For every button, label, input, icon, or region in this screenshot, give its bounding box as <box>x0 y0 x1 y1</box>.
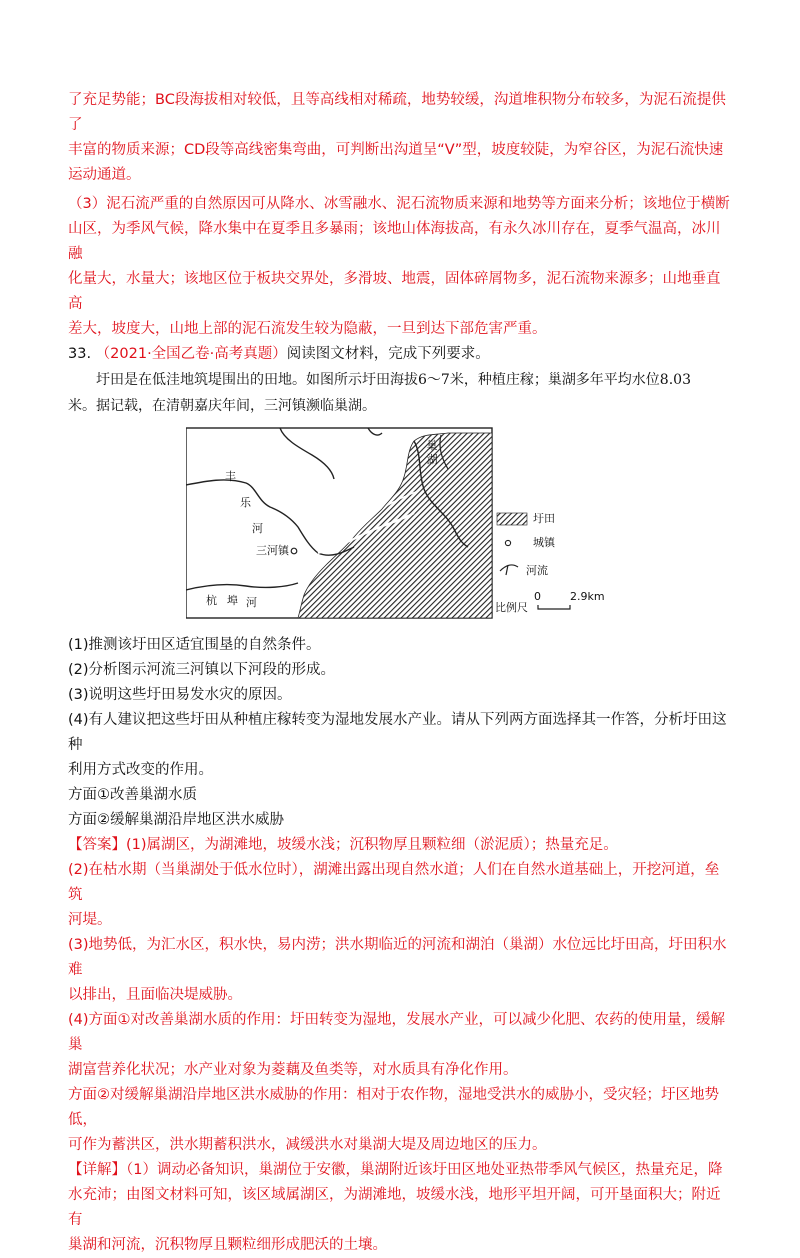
question-source: （2021·全国乙卷·高考真题） <box>95 346 287 362</box>
question-instruction: 阅读图文材料，完成下列要求。 <box>286 346 490 362</box>
answer-2: (2)在枯水期（当巢湖处于低水位时），湖滩出露出现自然水道；人们在自然水道基础上，开挖河道，垒筑 <box>68 862 720 903</box>
question-33-header <box>68 342 732 367</box>
river-label-he2: 河 <box>246 596 257 609</box>
legend-town-swatch <box>505 540 510 545</box>
explanation-block <box>68 1158 732 1258</box>
option-2: 方面②缓解巢湖沿岸地区洪水威胁 <box>68 812 284 828</box>
material-line: 圩田是在低洼地筑堤围出的田地。如图所示圩田海拔6～7米，种植庄稼；巢湖多年平均水位8.03 <box>96 372 691 388</box>
explanation-line: 【详解】（1）调动必备知识，巢湖位于安徽，巢湖附近该圩田区地处亚热带季风气候区，热量充足，降 <box>68 1162 723 1178</box>
question-4: (4)有人建议把这些圩田从种植庄稼转变为湿地发展水产业。请从下列两方面选择其一作答，分析圩田这种 <box>68 712 727 753</box>
legend-river-swatch <box>500 565 518 575</box>
lake-label: 巢 湖 <box>426 439 438 466</box>
option-1: 方面①改善巢湖水质 <box>68 787 197 803</box>
document-page <box>68 88 732 1258</box>
answer-4-cont: 湖富营养化状况；水产业对象为菱藕及鱼类等，对水质具有净化作用。 <box>68 1062 518 1078</box>
question-number: 33. <box>68 346 92 362</box>
river-label-bu: 埠 <box>227 594 238 607</box>
question-2: (2)分析图示河流三河镇以下河段的形成。 <box>68 662 336 678</box>
river-label-he: 河 <box>252 522 263 535</box>
answer-line: （3）泥石流严重的自然原因可从降水、冰雪融水、泥石流物质来源和地势等方面来分析；该地位于横断 <box>68 196 730 212</box>
previous-answer-block <box>68 88 732 188</box>
question-4-cont: 利用方式改变的作用。 <box>68 762 213 778</box>
answer-line: 差大，坡度大，山地上部的泥石流发生较为隐蔽，一旦到达下部危害严重。 <box>68 321 547 337</box>
legend-town-label: 城镇 <box>533 536 555 549</box>
scale-label: 比例尺 <box>495 601 528 614</box>
legend-polder-swatch <box>497 513 527 525</box>
answer-block <box>68 833 732 1158</box>
river-label-hang: 杭 <box>206 594 217 607</box>
answer-4: (4)方面①对改善巢湖水质的作用：圩田转变为湿地，发展水产业，可以减少化肥、农药的使用量，缓解巢 <box>68 1012 726 1053</box>
answer-line: 了充足势能；BC段海拔相对较低，且等高线相对稀疏，地势较缓，沟道堆积物分布较多，为泥石流提供了 <box>68 92 726 133</box>
answer-2-cont: 河堤。 <box>68 912 112 928</box>
legend-polder-label: 圩田 <box>533 512 555 525</box>
legend-river-label: 河流 <box>526 564 548 577</box>
polder-map-figure <box>186 425 626 625</box>
question-3: (3)说明这些圩田易发水灾的原因。 <box>68 687 292 703</box>
answer-5: 方面②对缓解巢湖沿岸地区洪水威胁的作用：相对于农作物，湿地受洪水的威胁小，受灾轻；圩区地势低， <box>68 1087 719 1128</box>
answer-line: 运动通道。 <box>68 167 141 183</box>
answer-line: 山区，为季风气候，降水集中在夏季且多暴雨；该地山体海拔高，有永久冰川存在，夏季气温高，冰川融 <box>68 221 721 262</box>
town-marker <box>291 548 297 554</box>
explanation-line: 巢湖和河流，沉积物厚且颗粒细形成肥沃的土壤。 <box>68 1237 387 1253</box>
river-label-le: 乐 <box>240 496 251 509</box>
material-line: 米。据记载，在清朝嘉庆年间，三河镇濒临巢湖。 <box>68 398 376 414</box>
answer-1: 【答案】(1)属湖区，为湖滩地，坡缓水浅；沉积物厚且颗粒细（淤泥质）；热量充足。 <box>68 837 618 853</box>
question-1: (1)推测该圩田区适宜围垦的自然条件。 <box>68 637 321 653</box>
answer-line: 化量大，水量大；该地区位于板块交界处，多滑坡、地震，固体碎屑物多，泥石流物来源多；山地垂直高 <box>68 271 721 312</box>
answer-5-cont: 可作为蓄洪区，洪水期蓄积洪水，减缓洪水对巢湖大堤及周边地区的压力。 <box>68 1137 547 1153</box>
scale-value: 2.9km <box>570 590 605 603</box>
answer-line: 丰富的物质来源；CD段等高线密集弯曲，可判断出沟道呈“V”型，坡度较陡，为窄谷区，为泥石流快速 <box>68 142 724 158</box>
scale-zero: 0 <box>534 590 541 603</box>
scale-bar <box>538 605 570 609</box>
answer-3: (3)地势低，为汇水区，积水快，易内涝；洪水期临近的河流和湖泊（巢湖）水位远比圩田高，圩田积水难 <box>68 937 727 978</box>
q3-answer-block <box>68 192 732 342</box>
town-label: 三河镇 <box>256 544 289 557</box>
river-label-feng: 丰 <box>225 470 236 483</box>
explanation-line: 水充沛；由图文材料可知，该区域属湖区，为湖滩地，坡缓水浅，地形平坦开阔，可开垦面积大；附近有 <box>68 1187 721 1228</box>
answer-3-cont: 以排出，且面临决堤威胁。 <box>68 987 242 1003</box>
questions-block <box>68 633 732 833</box>
